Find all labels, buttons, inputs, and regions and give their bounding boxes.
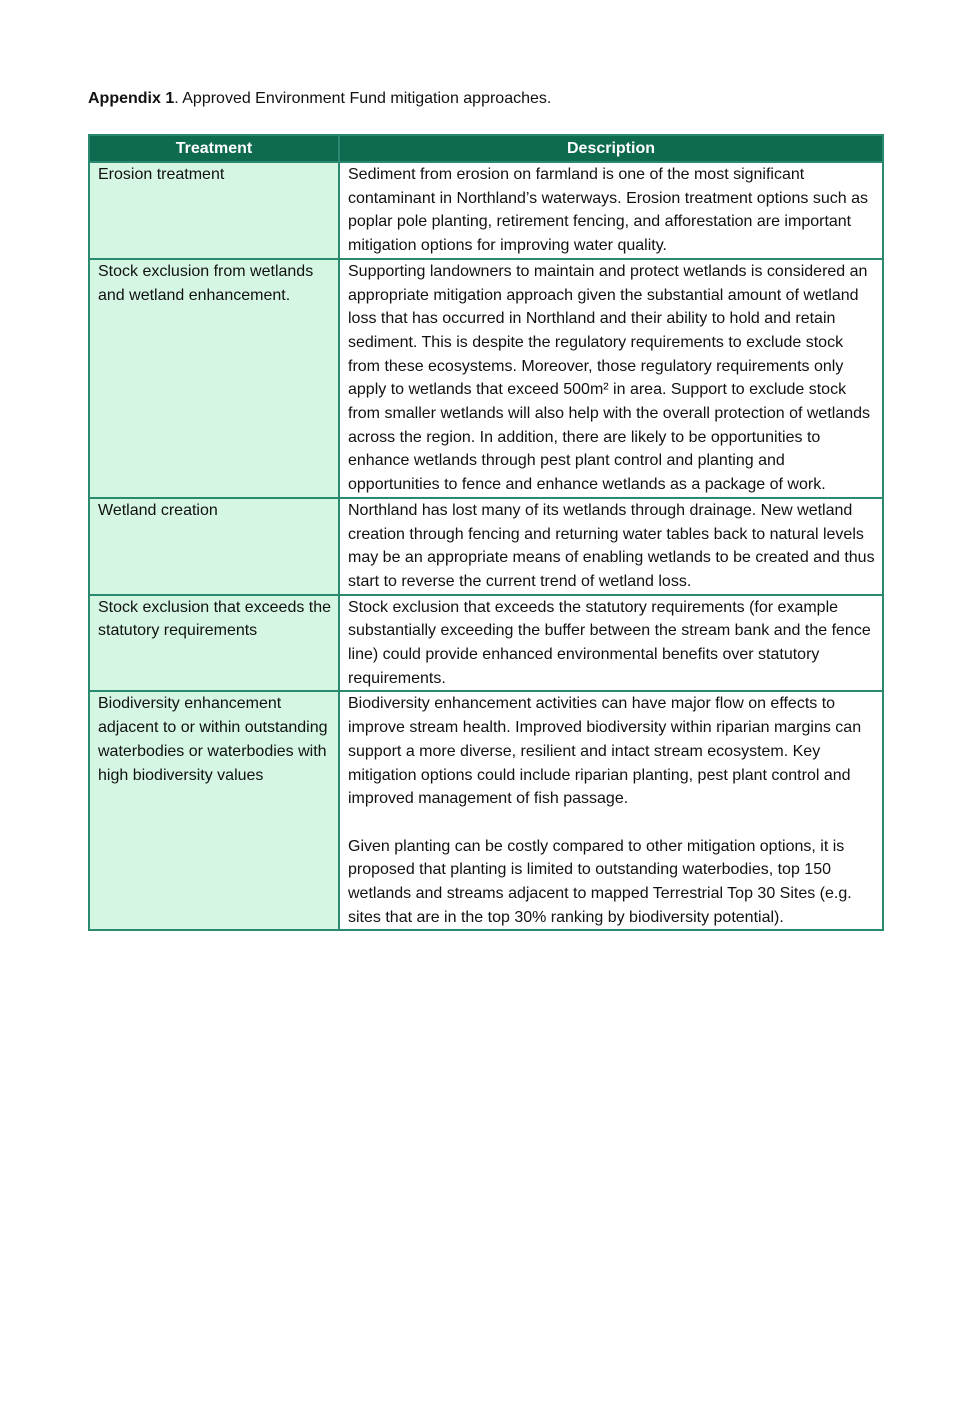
table-row [89, 691, 883, 930]
description-paragraph: Supporting landowners to maintain and protect wetlands is considered an appropriate mitigation approach given the substantial amount of wetland loss that has occurred in Northland and their ability to hold and retain sediment. This is despite the regulatory requirements to exclude stock from these ecosystems. Moreover, those regulatory requirements only apply to wetlands that exceed 500m² in area. Support to exclude stock from smaller wetlands will also help with the overall protection of wetlands across the region. In addition, there are likely to be opportunities to enhance wetlands through pest plant control and planting and opportunities to fence and enhance wetlands as a package of work. [348, 262, 871, 494]
table-header-row [89, 135, 883, 162]
table-row [89, 595, 883, 692]
header-description: Description [339, 135, 883, 162]
appendix-title: . Approved Environment Fund mitigation approaches. [174, 90, 552, 107]
description-cell [339, 498, 883, 595]
treatment-cell: Stock exclusion that exceeds the statutory requirements [89, 595, 339, 692]
description-cell [339, 259, 883, 498]
table-row [89, 259, 883, 498]
description-paragraph: Stock exclusion that exceeds the statutory requirements (for example substantially exceeding the buffer between the stream bank and the fence line) could provide enhanced environmental benefits over statutory requirements. [348, 598, 871, 687]
treatment-cell: Stock exclusion from wetlands and wetland enhancement. [89, 259, 339, 498]
description-paragraph: Sediment from erosion on farmland is one of the most significant contaminant in Northland’s waterways. Erosion treatment options such as poplar pole planting, retirement fencing, and afforestation are important mitigation options for improving water quality. [348, 166, 868, 255]
description-paragraph: Biodiversity enhancement activities can have major flow on effects to improve stream health. Improved biodiversity within riparian margins can support a more diverse, resilient and intact stream ecosystem. Key mitigation options could include riparian planting, pest plant control and improved management of fish passage. [348, 695, 862, 808]
table-row [89, 498, 883, 595]
treatment-cell: Erosion treatment [89, 162, 339, 259]
description-cell [339, 691, 883, 930]
treatment-cell: Wetland creation [89, 498, 339, 595]
description-paragraph: Given planting can be costly compared to other mitigation options, it is proposed that planting is limited to outstanding waterbodies, top 150 wetlands and streams adjacent to mapped Terrestrial Top 30 Sites (e.g. sites that are in the top 30% ranking by biodiversity potential). [348, 837, 852, 926]
description-cell [339, 595, 883, 692]
mitigation-table [88, 134, 884, 931]
description-cell [339, 162, 883, 259]
appendix-label: Appendix 1 [88, 90, 175, 107]
table-row [89, 162, 883, 259]
appendix-caption [88, 88, 551, 110]
description-paragraph: Northland has lost many of its wetlands through drainage. New wetland creation through fencing and returning water tables back to natural levels may be an appropriate means of enabling wetlands to be created and thus start to reverse the current trend of wetland loss. [348, 501, 875, 590]
header-treatment: Treatment [89, 135, 339, 162]
treatment-cell: Biodiversity enhancement adjacent to or within outstanding waterbodies or waterbodies with high biodiversity values [89, 691, 339, 930]
